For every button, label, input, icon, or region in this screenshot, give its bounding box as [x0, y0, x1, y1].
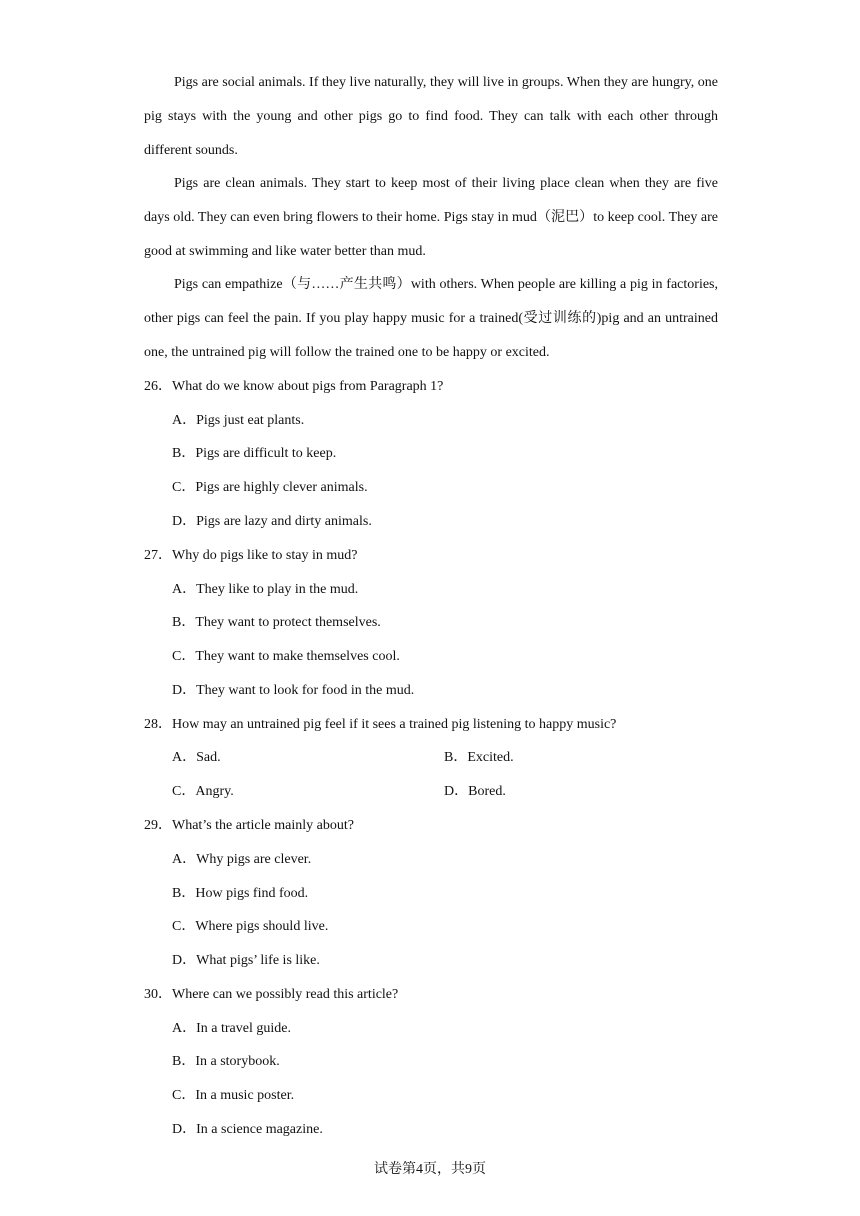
option-letter: A． [172, 413, 197, 428]
question-26-option-a[interactable] [172, 411, 304, 431]
option-letter: A． [172, 1021, 197, 1036]
passage-paragraph-3: Pigs can empathize（与……产生共鸣）with others. When people are killing a pig in factories, other pigs can feel the pain. If you play happy music for a trained(受过训练的)pig and an untrained one, the untrained pig will follow the trained one to be happy or excited. [144, 277, 718, 360]
question-27-option-c[interactable] [172, 647, 400, 667]
question-26-option-d[interactable] [172, 512, 372, 532]
question-26 [144, 377, 443, 397]
question-number: 30． [144, 987, 172, 1002]
option-text: In a storybook. [195, 1054, 280, 1069]
question-26-option-b[interactable] [172, 444, 336, 464]
option-letter: A． [172, 582, 197, 597]
option-text: In a science magazine. [196, 1122, 323, 1137]
question-28-option-c[interactable] [172, 782, 234, 802]
option-letter: D． [172, 514, 197, 529]
option-letter: D． [172, 1122, 197, 1137]
question-text: Why do pigs like to stay in mud? [172, 548, 358, 563]
question-26-option-c[interactable] [172, 478, 368, 498]
option-text: In a travel guide. [196, 1021, 291, 1036]
question-28 [144, 715, 616, 735]
question-28-option-b[interactable] [444, 748, 514, 768]
option-text: What pigs’ life is like. [196, 953, 320, 968]
option-text: Pigs are difficult to keep. [195, 446, 337, 461]
question-text: Where can we possibly read this article? [172, 987, 399, 1002]
question-27-option-b[interactable] [172, 613, 381, 633]
option-text: They want to make themselves cool. [195, 649, 400, 664]
question-text: What do we know about pigs from Paragraph 1? [172, 379, 444, 394]
option-text: Where pigs should live. [195, 919, 329, 934]
option-letter: D． [172, 683, 197, 698]
question-27 [144, 546, 357, 566]
question-30 [144, 985, 398, 1005]
passage-paragraph-1: Pigs are social animals. If they live naturally, they will live in groups. When they are hungry, one pig stays with the young and other pigs go to find food. They can talk with each other through different sounds. [144, 75, 718, 158]
option-letter: D． [444, 784, 469, 799]
question-text: How may an untrained pig feel if it sees a trained pig listening to happy music? [172, 717, 617, 732]
option-text: Why pigs are clever. [196, 852, 312, 867]
question-text: What’s the article mainly about? [172, 818, 354, 833]
question-28-option-d[interactable] [444, 782, 506, 802]
question-number: 26． [144, 379, 172, 394]
option-text: Angry. [195, 784, 234, 799]
option-text: Excited. [467, 750, 514, 765]
option-text: Pigs are lazy and dirty animals. [196, 514, 372, 529]
question-30-option-c[interactable] [172, 1086, 294, 1106]
option-text: Pigs are highly clever animals. [195, 480, 368, 495]
option-letter: B． [172, 615, 196, 630]
option-letter: B． [172, 446, 196, 461]
option-text: Pigs just eat plants. [196, 413, 305, 428]
option-text: Bored. [468, 784, 506, 799]
option-letter: A． [172, 750, 197, 765]
option-letter: B． [172, 1054, 196, 1069]
question-29-option-d[interactable] [172, 951, 320, 971]
question-30-option-d[interactable] [172, 1120, 323, 1140]
option-text: How pigs find food. [195, 886, 309, 901]
option-letter: C． [172, 1088, 196, 1103]
option-text: They like to play in the mud. [196, 582, 359, 597]
passage-paragraph-2: Pigs are clean animals. They start to keep most of their living place clean when they are five days old. They can even bring flowers to their home. Pigs stay in mud（泥巴）to keep cool. They are good at swimming and like water better than mud. [144, 176, 718, 259]
question-30-option-a[interactable] [172, 1019, 291, 1039]
option-letter: B． [444, 750, 468, 765]
question-28-option-a[interactable] [172, 748, 221, 768]
question-number: 28． [144, 717, 172, 732]
option-text: They want to look for food in the mud. [196, 683, 415, 698]
question-27-option-d[interactable] [172, 681, 414, 701]
option-letter: D． [172, 953, 197, 968]
option-text: Sad. [196, 750, 221, 765]
page-footer: 试卷第4页，共9页 [374, 1162, 486, 1177]
option-letter: C． [172, 784, 196, 799]
option-text: In a music poster. [195, 1088, 295, 1103]
question-29-option-a[interactable] [172, 850, 311, 870]
question-30-option-b[interactable] [172, 1052, 280, 1072]
question-number: 27． [144, 548, 172, 563]
question-number: 29． [144, 818, 172, 833]
option-letter: A． [172, 852, 197, 867]
option-letter: C． [172, 649, 196, 664]
option-letter: B． [172, 886, 196, 901]
option-letter: C． [172, 919, 196, 934]
option-text: They want to protect themselves. [195, 615, 381, 630]
question-29-option-b[interactable] [172, 884, 308, 904]
question-29-option-c[interactable] [172, 917, 328, 937]
question-29 [144, 816, 354, 836]
option-letter: C． [172, 480, 196, 495]
question-27-option-a[interactable] [172, 580, 358, 600]
